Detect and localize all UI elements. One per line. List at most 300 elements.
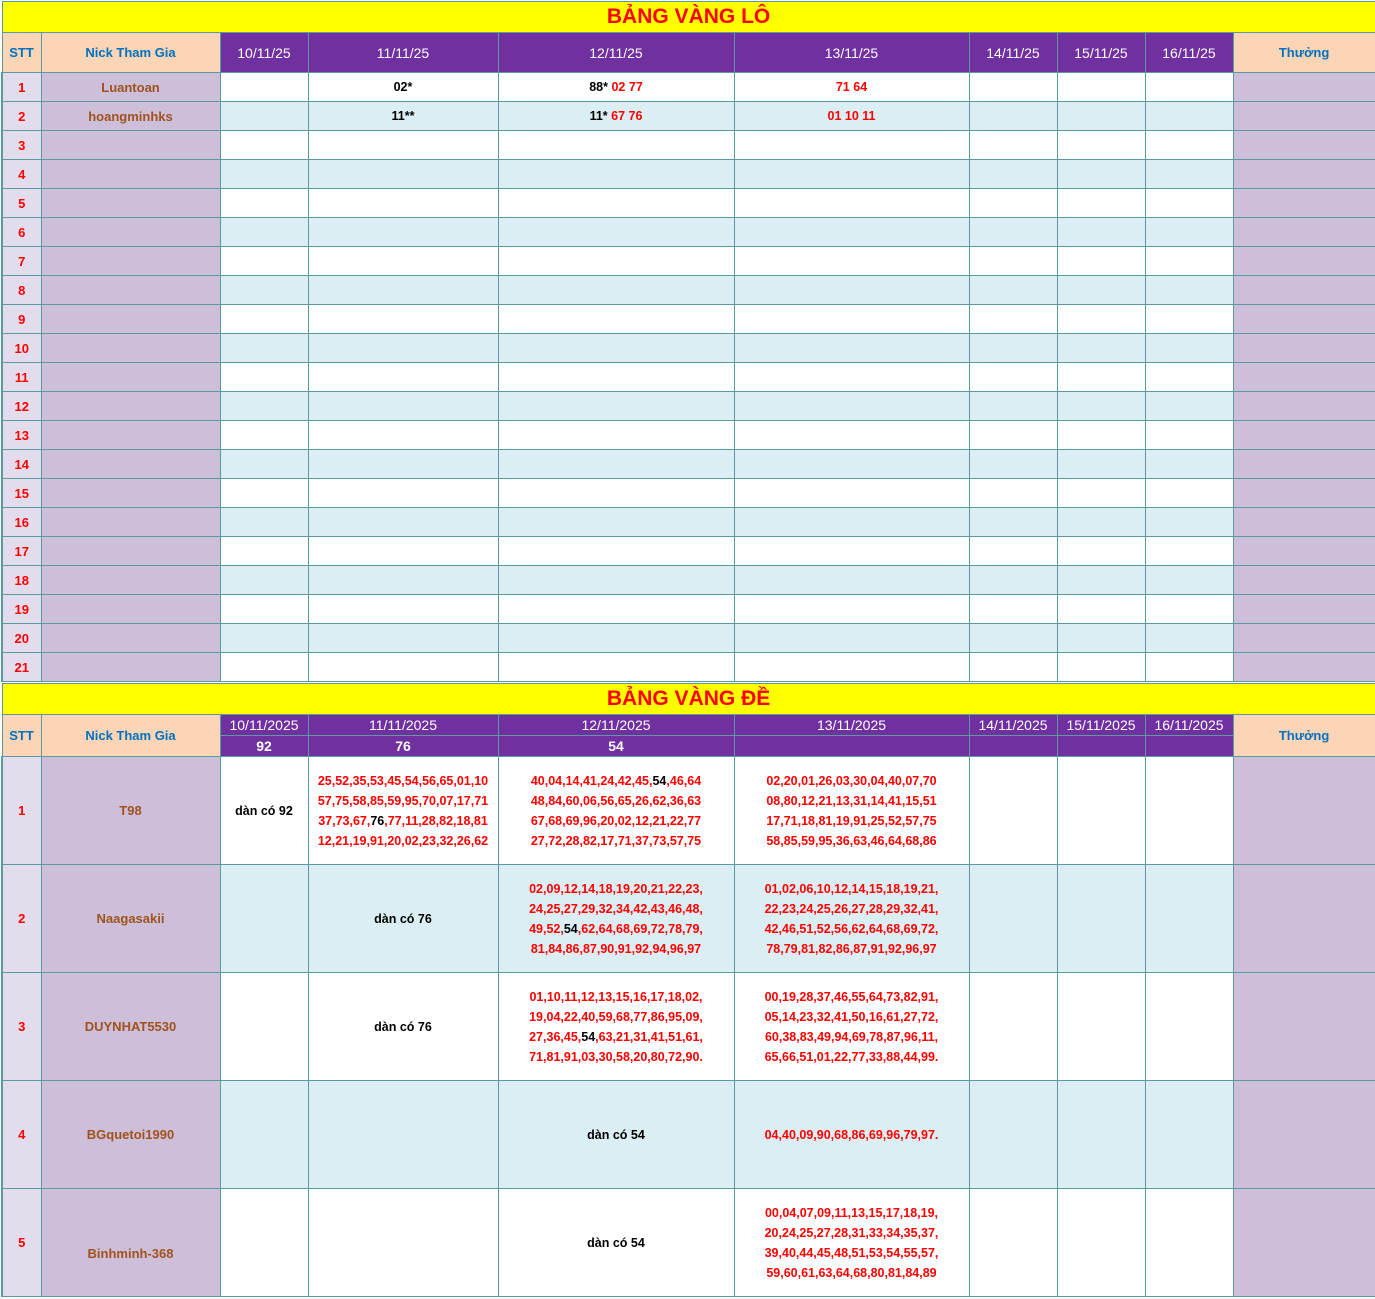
row-number: 9: [2, 305, 41, 334]
row-number: 4: [2, 160, 41, 189]
lo-entry-cell: [734, 479, 969, 508]
number-segment: 37,73,67,: [318, 813, 371, 828]
row-number: 7: [2, 247, 41, 276]
number-segment: 12,21,19,91,20,02,23,32,26,62: [317, 833, 489, 848]
lo-entry-cell: [1057, 189, 1145, 218]
reward-cell: [1233, 421, 1375, 450]
de-entry-cell: [1145, 865, 1233, 973]
lo-entry-cell: [1145, 624, 1233, 653]
number-segment: 65,66,51,01,22,77,33,88,44,99.: [764, 1049, 939, 1064]
de-entry-cell: [308, 973, 498, 1081]
lo-entry-cell: [734, 421, 969, 450]
lo-entry-cell: [308, 218, 498, 247]
lo-entry-cell: [1057, 334, 1145, 363]
lo-entry-cell: [220, 189, 308, 218]
lo-entry-cell: [1145, 160, 1233, 189]
number-line: [499, 939, 734, 959]
lo-entry-cell: [1145, 566, 1233, 595]
lo-pick-numbers: 02 77: [611, 80, 643, 94]
lo-entry-cell: [498, 421, 734, 450]
lo-entry-cell: [308, 363, 498, 392]
de-header-reward: Thưởng: [1233, 715, 1375, 757]
number-line: [499, 1007, 734, 1027]
lo-entry-cell: [1057, 247, 1145, 276]
number-line: [499, 1027, 734, 1047]
lo-entry-cell: [498, 276, 734, 305]
player-nick: [41, 276, 220, 305]
number-line: [735, 1203, 969, 1223]
lo-entry-cell: [498, 479, 734, 508]
de-result: [969, 736, 1057, 757]
row-number: 3: [2, 973, 41, 1081]
player-nick: hoangminhks: [41, 102, 220, 131]
lo-entry-cell: [969, 73, 1057, 102]
number-segment: 59,60,61,63,64,68,80,81,84,89: [766, 1265, 937, 1280]
lo-entry-cell: [734, 73, 969, 102]
player-nick: Luantoan: [41, 73, 220, 102]
row-number: 5: [2, 1189, 41, 1297]
lo-entry-cell: [969, 653, 1057, 682]
player-nick: [41, 450, 220, 479]
lo-pick-starred: 11**: [391, 109, 415, 123]
lo-entry-cell: [1057, 421, 1145, 450]
lo-entry-cell: [1145, 131, 1233, 160]
reward-cell: [1233, 102, 1375, 131]
lo-entry-cell: [308, 334, 498, 363]
lo-entry-cell: [1145, 653, 1233, 682]
lo-entry-cell: [498, 102, 734, 131]
number-segment: 81,84,86,87,90,91,92,94,96,97: [530, 941, 702, 956]
reward-cell: [1233, 973, 1375, 1081]
number-line: [735, 939, 969, 959]
winning-number: 54: [652, 773, 667, 788]
reward-cell: [1233, 131, 1375, 160]
lo-entry-cell: [734, 624, 969, 653]
lo-entry-cell: [969, 363, 1057, 392]
lo-entry-cell: [1057, 363, 1145, 392]
lo-entry-cell: [308, 131, 498, 160]
number-segment: 04,40,09,90,68,86,69,96,79,97.: [764, 1127, 939, 1142]
lo-entry-cell: [308, 73, 498, 102]
number-line: [309, 791, 498, 811]
reward-cell: [1233, 160, 1375, 189]
lo-entry-cell: [308, 450, 498, 479]
lo-entry-cell: [498, 189, 734, 218]
lo-entry-cell: [308, 102, 498, 131]
lo-entry-cell: [1145, 363, 1233, 392]
reward-cell: [1233, 624, 1375, 653]
reward-cell: [1233, 757, 1375, 865]
lo-row: [2, 624, 1375, 653]
number-line: [499, 899, 734, 919]
reward-cell: [1233, 479, 1375, 508]
lo-row: [2, 276, 1375, 305]
lo-entry-cell: [734, 218, 969, 247]
lo-row: [2, 479, 1375, 508]
number-line: [735, 1263, 969, 1283]
lo-pick-numbers: 67 76: [611, 109, 643, 123]
lo-entry-cell: [308, 595, 498, 624]
lo-entry-cell: [1145, 450, 1233, 479]
de-entry-cell: [1057, 757, 1145, 865]
de-result: [734, 736, 969, 757]
lo-entry-cell: [1057, 73, 1145, 102]
dan-co-note: dàn có 92: [235, 803, 293, 818]
number-segment: ,63,21,31,41,51,61,: [595, 1029, 703, 1044]
de-entry-cell: [969, 865, 1057, 973]
de-entry-cell: [734, 1081, 969, 1189]
number-line: [735, 919, 969, 939]
de-row: [2, 973, 1375, 1081]
lo-entry-cell: [734, 450, 969, 479]
lo-entry-cell: [220, 247, 308, 276]
player-nick: [41, 479, 220, 508]
number-list: [735, 1203, 969, 1283]
number-line: [499, 811, 734, 831]
lo-header-reward: Thưởng: [1233, 33, 1375, 73]
number-list: [309, 771, 498, 851]
number-line: [735, 1125, 969, 1145]
de-entry-cell: [220, 757, 308, 865]
lo-row: [2, 508, 1375, 537]
reward-cell: [1233, 1189, 1375, 1297]
winning-number: 54: [563, 921, 578, 936]
lo-entry-cell: [220, 334, 308, 363]
lo-entry-cell: [969, 479, 1057, 508]
reward-cell: [1233, 450, 1375, 479]
number-segment: 27,36,45,: [529, 1029, 582, 1044]
winning-number: 76: [370, 813, 385, 828]
lo-entry-cell: [308, 276, 498, 305]
lo-entry-cell: [734, 189, 969, 218]
lo-entry-cell: [498, 131, 734, 160]
lo-entry-cell: [734, 653, 969, 682]
lo-entry-cell: [308, 653, 498, 682]
number-segment: 27,72,28,82,17,71,37,73,57,75: [530, 833, 702, 848]
bang-vang-de-table: [1, 683, 1375, 1297]
number-segment: 49,52,: [529, 921, 564, 936]
winning-number: 54: [581, 1029, 596, 1044]
lo-entry-cell: [220, 450, 308, 479]
lo-entry-cell: [220, 363, 308, 392]
de-header-date: 16/11/2025: [1145, 715, 1233, 736]
de-entry-cell: [1145, 1081, 1233, 1189]
number-line: [499, 919, 734, 939]
de-result: [1145, 736, 1233, 757]
number-segment: 01,02,06,10,12,14,15,18,19,21,: [764, 881, 939, 896]
lo-entry-cell: [220, 595, 308, 624]
row-number: 2: [2, 865, 41, 973]
lo-entry-cell: [969, 450, 1057, 479]
number-segment: 08,80,12,21,13,31,14,41,15,51: [766, 793, 937, 808]
lo-entry-cell: [308, 421, 498, 450]
lo-entry-cell: [1145, 247, 1233, 276]
number-list: [499, 879, 734, 959]
row-number: 10: [2, 334, 41, 363]
de-entry-cell: [969, 1189, 1057, 1297]
lo-entry-cell: [1057, 479, 1145, 508]
lo-entry-cell: [734, 276, 969, 305]
lo-entry-cell: [734, 363, 969, 392]
reward-cell: [1233, 363, 1375, 392]
de-header-date: 11/11/2025: [308, 715, 498, 736]
lo-entry-cell: [1145, 479, 1233, 508]
number-line: [735, 1027, 969, 1047]
lo-entry-cell: [1057, 595, 1145, 624]
de-entry-cell: [220, 865, 308, 973]
de-entry-cell: [220, 1189, 308, 1297]
row-number: 4: [2, 1081, 41, 1189]
de-entry-cell: [734, 865, 969, 973]
lo-entry-cell: [1145, 537, 1233, 566]
lo-entry-cell: [734, 392, 969, 421]
lo-row: [2, 218, 1375, 247]
lo-entry-cell: [969, 537, 1057, 566]
number-line: [499, 831, 734, 851]
player-nick: DUYNHAT5530: [41, 973, 220, 1081]
lo-entry-cell: [498, 218, 734, 247]
number-segment: 39,40,44,45,48,51,53,54,55,57,: [764, 1245, 939, 1260]
player-nick: [41, 595, 220, 624]
player-nick: [41, 624, 220, 653]
lo-row: [2, 102, 1375, 131]
lo-entry-cell: [969, 595, 1057, 624]
lo-entry-cell: [1145, 595, 1233, 624]
lo-row: [2, 305, 1375, 334]
lo-row: [2, 73, 1375, 102]
lo-entry-cell: [308, 305, 498, 334]
reward-cell: [1233, 392, 1375, 421]
lo-entry-cell: [220, 624, 308, 653]
lo-entry-cell: [1145, 73, 1233, 102]
bang-vang-lo-table: [1, 1, 1375, 682]
lo-entry-cell: [498, 160, 734, 189]
lo-entry-cell: [1057, 305, 1145, 334]
number-segment: 71,81,91,03,30,58,20,80,72,90.: [529, 1049, 703, 1064]
player-nick: Naagasakii: [41, 865, 220, 973]
reward-cell: [1233, 305, 1375, 334]
lo-entry-cell: [308, 479, 498, 508]
lo-entry-cell: [498, 566, 734, 595]
lo-entry-cell: [734, 537, 969, 566]
lo-entry-cell: [308, 247, 498, 276]
player-nick: [41, 653, 220, 682]
number-segment: 24,25,27,29,32,34,42,43,46,48,: [529, 901, 703, 916]
number-segment: 05,14,23,32,41,50,16,61,27,72,: [764, 1009, 939, 1024]
number-segment: 42,46,51,52,56,62,64,68,69,72,: [764, 921, 939, 936]
de-header-stt: STT: [2, 715, 41, 757]
row-number: 20: [2, 624, 41, 653]
lo-pick-starred: 02*: [393, 80, 413, 94]
player-nick: BGquetoi1990: [41, 1081, 220, 1189]
lo-entry-cell: [308, 189, 498, 218]
lo-entry-cell: [734, 102, 969, 131]
number-line: [735, 1223, 969, 1243]
player-nick: [41, 189, 220, 218]
lo-entry-cell: [969, 102, 1057, 131]
lo-entry-cell: [1057, 653, 1145, 682]
reward-cell: [1233, 189, 1375, 218]
de-title: BẢNG VÀNG ĐỀ: [2, 684, 1375, 715]
player-nick: [41, 218, 220, 247]
player-nick: T98: [41, 757, 220, 865]
row-number: 15: [2, 479, 41, 508]
lo-entry-cell: [969, 334, 1057, 363]
de-header-nick: Nick Tham Gia: [41, 715, 220, 757]
reward-cell: [1233, 218, 1375, 247]
de-entry-cell: [498, 1081, 734, 1189]
lo-row: [2, 566, 1375, 595]
de-entry-cell: [498, 757, 734, 865]
reward-cell: [1233, 1081, 1375, 1189]
dan-co-note: dàn có 76: [374, 911, 432, 926]
reward-cell: [1233, 865, 1375, 973]
number-line: [499, 1047, 734, 1067]
row-number: 5: [2, 189, 41, 218]
de-row: [2, 1189, 1375, 1297]
lo-entry-cell: [969, 218, 1057, 247]
lo-entry-cell: [1057, 392, 1145, 421]
number-list: [735, 771, 969, 851]
row-number: 14: [2, 450, 41, 479]
player-nick: [41, 131, 220, 160]
lo-entry-cell: [220, 508, 308, 537]
lo-entry-cell: [1057, 160, 1145, 189]
number-segment: 00,19,28,37,46,55,64,73,82,91,: [764, 989, 939, 1004]
reward-cell: [1233, 334, 1375, 363]
row-number: 3: [2, 131, 41, 160]
lo-entry-cell: [969, 421, 1057, 450]
lo-entry-cell: [498, 537, 734, 566]
lo-entry-cell: [734, 131, 969, 160]
de-entry-cell: [308, 1189, 498, 1297]
lo-entry-cell: [1145, 305, 1233, 334]
lo-entry-cell: [308, 566, 498, 595]
number-segment: 57,75,58,85,59,95,70,07,17,71: [317, 793, 489, 808]
lo-entry-cell: [308, 624, 498, 653]
number-segment: 19,04,22,40,59,68,77,86,95,09,: [529, 1009, 703, 1024]
lo-header-stt: STT: [2, 33, 41, 73]
number-segment: 00,04,07,09,11,13,15,17,18,19,: [764, 1205, 939, 1220]
number-line: [735, 879, 969, 899]
lo-entry-cell: [969, 392, 1057, 421]
lo-header-date: 13/11/25: [734, 33, 969, 73]
number-segment: ,77,11,28,82,18,81: [384, 813, 488, 828]
de-header-date: 13/11/2025: [734, 715, 969, 736]
lo-entry-cell: [969, 566, 1057, 595]
de-entry-cell: [308, 865, 498, 973]
dan-co-note: dàn có 54: [587, 1235, 645, 1250]
player-nick: [41, 566, 220, 595]
lo-entry-cell: [1057, 218, 1145, 247]
number-list: [499, 771, 734, 851]
de-entry-cell: [308, 1081, 498, 1189]
number-segment: ,62,64,68,69,72,78,79,: [577, 921, 703, 936]
lo-row: [2, 247, 1375, 276]
lo-entry-cell: [220, 566, 308, 595]
lo-row: [2, 421, 1375, 450]
row-number: 19: [2, 595, 41, 624]
player-nick: Binhminh-368: [41, 1189, 220, 1297]
lo-row: [2, 131, 1375, 160]
number-segment: 20,24,25,27,28,31,33,34,35,37,: [764, 1225, 939, 1240]
number-line: [309, 831, 498, 851]
number-segment: 60,38,83,49,94,69,78,87,96,11,: [764, 1029, 939, 1044]
lo-entry-cell: [220, 131, 308, 160]
lo-entry-cell: [734, 334, 969, 363]
lo-entry-cell: [1057, 624, 1145, 653]
lo-entry-cell: [1057, 131, 1145, 160]
de-entry-cell: [1057, 973, 1145, 1081]
number-segment: 02,20,01,26,03,30,04,40,07,70: [766, 773, 937, 788]
row-number: 16: [2, 508, 41, 537]
number-line: [735, 831, 969, 851]
number-line: [735, 1243, 969, 1263]
row-number: 8: [2, 276, 41, 305]
lo-entry-cell: [308, 537, 498, 566]
row-number: 2: [2, 102, 41, 131]
de-result: [1057, 736, 1145, 757]
lo-pick-numbers: 01 10 11: [827, 109, 876, 123]
row-number: 11: [2, 363, 41, 392]
lo-entry-cell: [734, 160, 969, 189]
number-line: [499, 771, 734, 791]
lo-entry-cell: [498, 392, 734, 421]
number-segment: 01,10,11,12,13,15,16,17,18,02,: [529, 989, 703, 1004]
lo-header-date: 11/11/25: [308, 33, 498, 73]
number-list: [735, 987, 969, 1067]
number-line: [735, 791, 969, 811]
lo-row: [2, 595, 1375, 624]
lo-entry-cell: [1145, 218, 1233, 247]
de-entry-cell: [220, 1081, 308, 1189]
player-nick: [41, 508, 220, 537]
lo-pick-starred: 88*: [589, 80, 608, 94]
number-line: [499, 879, 734, 899]
row-number: 1: [2, 757, 41, 865]
lo-entry-cell: [969, 624, 1057, 653]
de-entry-cell: [308, 757, 498, 865]
reward-cell: [1233, 247, 1375, 276]
number-segment: ,46,64: [666, 773, 702, 788]
reward-cell: [1233, 276, 1375, 305]
de-entry-cell: [220, 973, 308, 1081]
lo-entry-cell: [220, 73, 308, 102]
player-nick: [41, 160, 220, 189]
de-header-date: 14/11/2025: [969, 715, 1057, 736]
row-number: 1: [2, 73, 41, 102]
row-number: 17: [2, 537, 41, 566]
number-segment: 22,23,24,25,26,27,28,29,32,41,: [764, 901, 939, 916]
de-result: 54: [498, 736, 734, 757]
lo-header-date: 12/11/25: [498, 33, 734, 73]
lo-pick-numbers: 71 64: [835, 80, 868, 94]
lo-entry-cell: [308, 392, 498, 421]
de-row: [2, 865, 1375, 973]
de-entry-cell: [1057, 1189, 1145, 1297]
number-line: [735, 987, 969, 1007]
lo-entry-cell: [308, 508, 498, 537]
lo-entry-cell: [969, 131, 1057, 160]
dan-co-note: dàn có 54: [587, 1127, 645, 1142]
lo-entry-cell: [498, 247, 734, 276]
lo-entry-cell: [1057, 102, 1145, 131]
de-header-date: 15/11/2025: [1057, 715, 1145, 736]
lo-entry-cell: [498, 305, 734, 334]
number-line: [735, 899, 969, 919]
number-segment: 67,68,69,96,20,02,12,21,22,77: [530, 813, 702, 828]
reward-cell: [1233, 537, 1375, 566]
